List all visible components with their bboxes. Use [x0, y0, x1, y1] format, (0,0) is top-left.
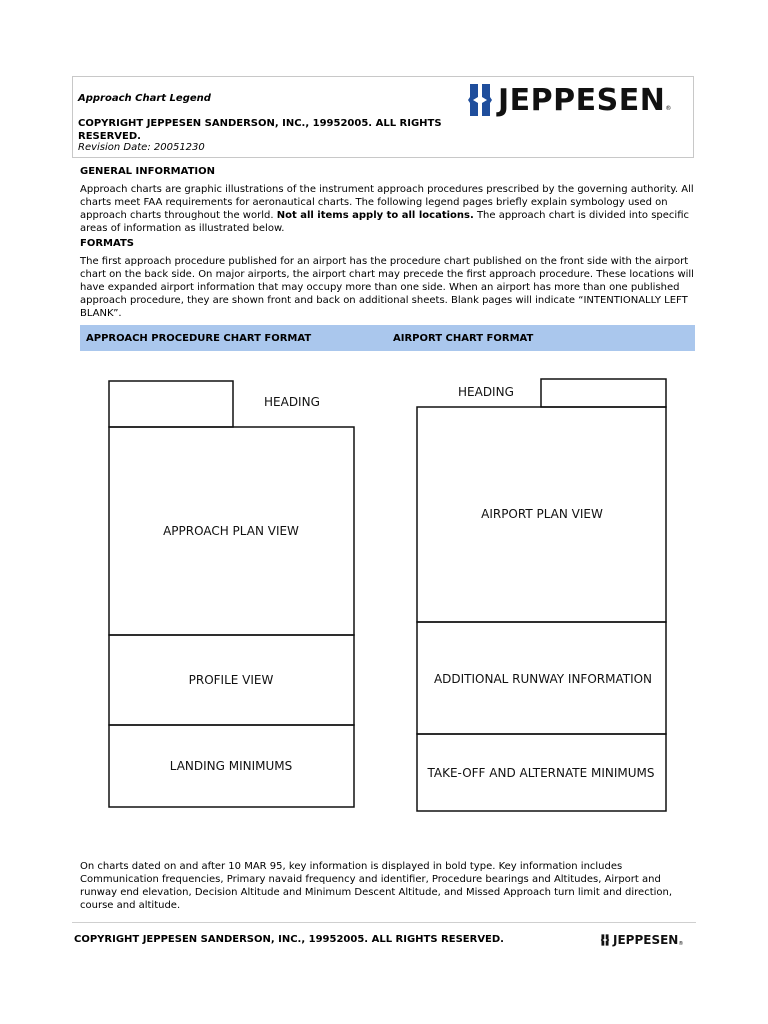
approach-chart-diagram [109, 381, 354, 807]
airport-minimums-label: TAKE-OFF AND ALTERNATE MINIMUMS [427, 766, 655, 780]
revision-date: Revision Date: 20051230 [78, 142, 205, 153]
footer-logo-registered-mark: ® [678, 941, 684, 947]
general-information-heading: GENERAL INFORMATION [80, 166, 215, 177]
footer-logo-wordmark: JEPPESEN [613, 933, 679, 947]
approach-format-label: APPROACH PROCEDURE CHART FORMAT [86, 333, 312, 344]
general-text-part-end: The approach chart is divided into specific areas of information as illustrated below. [80, 210, 690, 234]
logo-registered-mark: ® [665, 105, 672, 112]
document-title: Approach Chart Legend [78, 93, 211, 104]
general-text-part: Approach charts are graphic illustrations of the instrument approach procedures prescribed by the governing authority. All charts meet FAA requirements for aeronautical charts. The following legend pages briefly explain symbology used on approach charts throughout the world. [80, 184, 694, 221]
key-information-text: On charts dated on and after 10 MAR 95, key information is displayed in bold type. Key information includes Communication frequencies, Primary navaid frequency and identifier, Procedure bearings and Altitudes, Airport and runway end elevation, Decision Altitude and Minimum Descent Altitude, and Missed Approach turn limit and direction, course and altitude. [80, 861, 673, 911]
formats-heading: FORMATS [80, 238, 134, 249]
airport-format-label: AIRPORT CHART FORMAT [393, 333, 534, 344]
logo-wordmark: JEPPESEN [498, 82, 666, 118]
approach-heading-label: HEADING [264, 395, 320, 409]
airport-heading-label: HEADING [458, 385, 514, 399]
header-copyright: COPYRIGHT JEPPESEN SANDERSON, INC., 19952005. ALL RIGHTS RESERVED. [78, 118, 442, 142]
airport-chart-diagram [417, 379, 666, 811]
formats-text: The first approach procedure published for an airport has the procedure chart published on the front side with the airport chart on the back side. On major airports, the airport chart may precede the first approach procedure. These locations will have expanded airport information that may occupy more than one side. When an airport has more than one published approach procedure, they are shown front and back on additional sheets. Blank pages will indicate “INTENTIONALLY LEFT BLANK”. [80, 256, 694, 319]
footer-logo [600, 933, 683, 947]
approach-minimums-label: LANDING MINIMUMS [169, 759, 293, 773]
airport-runway-label: ADDITIONAL RUNWAY INFORMATION [433, 672, 653, 686]
approach-heading-box [109, 381, 233, 427]
footer-divider [72, 922, 696, 923]
footer-logo-icon [600, 934, 610, 946]
approach-plan-label: APPROACH PLAN VIEW [163, 524, 299, 538]
approach-profile-label: PROFILE VIEW [188, 673, 274, 687]
airport-heading-box [541, 379, 666, 407]
airport-plan-label: AIRPORT PLAN VIEW [481, 507, 603, 521]
general-text-bold: Not all items apply to all locations. [276, 210, 474, 221]
footer-copyright: COPYRIGHT JEPPESEN SANDERSON, INC., 19952005. ALL RIGHTS RESERVED. [74, 934, 504, 945]
